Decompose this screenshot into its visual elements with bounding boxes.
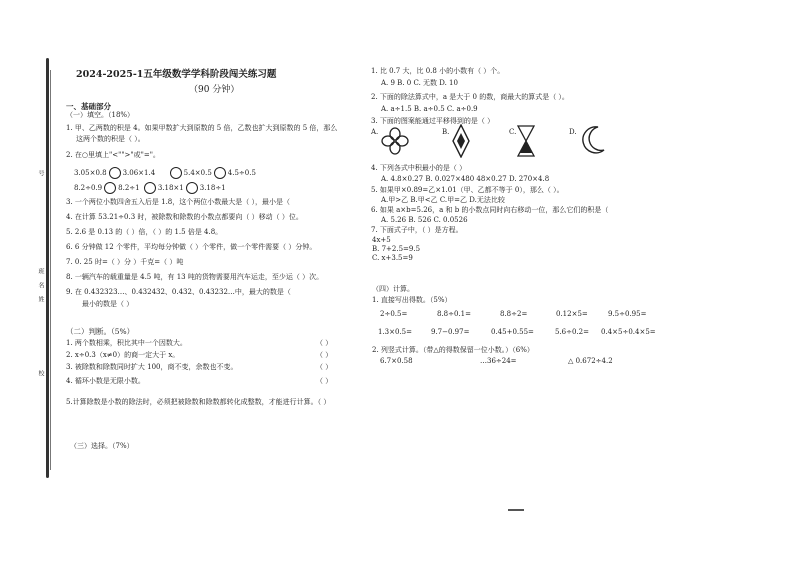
answer-circle[interactable] — [186, 182, 198, 194]
compare-left: 3.18×1 — [157, 184, 184, 192]
judge-3: 3. 被除数和除数同时扩大 100，商不变，余数也不变。 — [66, 363, 238, 371]
choice-5: 5. 如果甲×0.89=乙×1.01（甲、乙都不等于 0），那么（ ）。 — [371, 186, 564, 194]
question-5: 5. 2.6 是 0.13 的（ ）倍，（ ）的 1.5 倍是 4.8。 — [66, 228, 223, 236]
judge-2: 2. x÷0.3（x≠0）的商一定大于 x。 — [66, 351, 180, 359]
option-label: C. — [509, 128, 517, 136]
choice-2-options: A. a÷1.5 B. a÷0.5 C. a÷0.9 — [381, 105, 478, 113]
question-9: 9. 在 0.432323…、0.432432、0.432、0.43232…中，最大的数是（ — [66, 288, 291, 296]
judge-4: 4. 循环小数是无限小数。 — [66, 377, 145, 385]
diamond-icon — [452, 124, 470, 158]
compare-right: 8.2÷1 — [118, 184, 140, 192]
question-6: 6. 6 分钟做 12 个零件，平均每分钟做（ ）个零件，做一个零件需要（ ）分钟。 — [66, 243, 317, 251]
answer-circle[interactable] — [109, 167, 121, 179]
answer-circle[interactable] — [214, 167, 226, 179]
calc-item: 5.6÷0.2= — [555, 328, 589, 336]
binding-line — [46, 58, 49, 478]
four-leaf-icon — [381, 126, 409, 156]
choice-3: 3. 下面的图案能通过平移得到的是（ ） — [371, 117, 495, 125]
calc-item: 0.4×5÷0.4×5= — [601, 328, 656, 336]
margin-label: 姓 — [37, 296, 44, 302]
judge-5: 5.计算除数是小数的除法时，必须把被除数和除数都转化成整数，才能进行计算。（ ） — [66, 398, 331, 406]
calc-item: 2÷0.5= — [380, 310, 408, 318]
judge-answer[interactable]: （ ） — [316, 351, 333, 359]
calc-item: 8.8÷2= — [500, 310, 528, 318]
calc-1-heading: 1. 直接写出得数。（5%） — [372, 296, 452, 304]
choice-heading: （三）选择。（7%） — [70, 442, 134, 450]
question-2: 2. 在○里填上"<"">"或"="。 — [66, 151, 160, 159]
choice-7: 7. 下面式子中，（ ）是方程。 — [371, 226, 463, 234]
margin-label: 班 — [37, 268, 44, 274]
choice-7-option: C. x+3.5=9 — [372, 254, 413, 262]
answer-circle[interactable] — [170, 167, 182, 179]
choice-6: 6. 如果 a×b=5.26，a 和 b 的小数点同时向右移动一位，那么它们的积是（ — [371, 206, 609, 214]
column-calc: △ 0.672÷4.2 — [568, 357, 613, 365]
binding-line-inner — [50, 70, 51, 470]
calc-heading: （四）计算。 — [372, 285, 414, 293]
question-8: 8. 一辆汽车的载重量是 4.5 吨，有 13 吨的货物需要用汽车运走，至少运（ ）次。 — [66, 273, 324, 281]
calc-item: 8.8÷0.1= — [437, 310, 471, 318]
calc-item: 9.7−0.97= — [431, 328, 470, 336]
choice-4-options: A. 4.8×0.27 B. 0.027×480 48×0.27 D. 270×4.8 — [381, 175, 550, 183]
answer-circle[interactable] — [144, 182, 156, 194]
column-calc: …36÷24= — [480, 357, 517, 365]
compare-row-1 — [74, 167, 256, 179]
duration-label: （90 分钟） — [189, 85, 240, 95]
compare-right: 3.18÷1 — [199, 184, 226, 192]
question-3: 3. 一个两位小数四舍五入后是 1.8，这个两位小数最大是（ ），最小是（ — [66, 198, 290, 206]
calc-item: 1.3×0.5= — [378, 328, 412, 336]
calc-item: 0.12×5= — [556, 310, 588, 318]
choice-6-options: A. 5.26 B. 526 C. 0.0526 — [381, 216, 468, 224]
judge-answer[interactable]: （ ） — [316, 363, 333, 371]
compare-left: 3.05×0.8 — [74, 169, 107, 177]
choice-4: 4. 下列各式中积最小的是（ ） — [371, 164, 467, 172]
fill-heading: （一）填空。（18%） — [66, 111, 135, 119]
answer-circle[interactable] — [104, 182, 116, 194]
column-calc: 6.7×0.58 — [380, 357, 413, 365]
compare-left: 8.2÷0.9 — [74, 184, 103, 192]
judge-answer[interactable]: （ ） — [316, 339, 333, 347]
choice-2: 2. 下面的除法算式中，a 是大于 0 的数，商最大的算式是（ ）。 — [371, 93, 569, 101]
choice-7-option: 4x+5 — [372, 236, 391, 244]
margin-label: 校 — [37, 370, 44, 376]
margin-label: 名 — [37, 282, 44, 288]
question-1: 1. 甲、乙两数的积是 4。如果甲数扩大到原数的 5 倍，乙数也扩大到原数的 5 倍，那么 — [66, 124, 338, 132]
option-label: B. — [442, 128, 450, 136]
compare-right: 3.06×1.4 — [122, 169, 156, 177]
judge-1: 1. 两个数相乘，积比其中一个因数大。 — [66, 339, 187, 347]
question-9-cont: 最小的数是（ ） — [82, 300, 134, 308]
crescent-moon-icon — [578, 124, 608, 156]
calc-item: 0.45+0.55= — [491, 328, 534, 336]
compare-left: 5.4×0.5 — [183, 169, 212, 177]
judge-heading: （二）判断。（5%） — [66, 327, 135, 336]
scan-mark — [508, 509, 524, 511]
choice-1-options: A. 9 B. 0 C. 无数 D. 10 — [381, 79, 458, 87]
option-label: A. — [371, 128, 379, 136]
choice-1: 1. 比 0.7 大，比 0.8 小的小数有（ ）个。 — [371, 67, 505, 75]
page-title: 2024-2025-1五年级数学学科阶段闯关练习题 — [76, 69, 277, 80]
section-heading: 一、基础部分 — [66, 102, 111, 111]
margin-label: 号 — [37, 170, 44, 176]
option-label: D. — [569, 128, 577, 136]
choice-7-option: B. 7+2.5=9.5 — [372, 245, 421, 253]
question-1-cont: 这两个数的积是（ ）。 — [76, 135, 145, 143]
calc-item: 9.5÷0.95= — [608, 310, 647, 318]
choice-5-options: A.甲>乙 B.甲<乙 C.甲=乙 D.无法比较 — [381, 196, 505, 204]
compare-row-2 — [74, 182, 226, 194]
hourglass-icon — [516, 124, 536, 158]
calc-2-heading: 2. 列竖式计算。（带△的得数保留一位小数。）（6%） — [372, 346, 534, 354]
question-7: 7. 0. 25 时=（ ）分 ）千克=（ ）吨 — [66, 258, 184, 266]
compare-right: 4.5÷0.5 — [227, 169, 256, 177]
judge-answer[interactable]: （ ） — [316, 377, 333, 385]
question-4: 4. 在计算 53.21÷0.3 时，被除数和除数的小数点都要向（ ）移动（ ）位。 — [66, 213, 303, 221]
